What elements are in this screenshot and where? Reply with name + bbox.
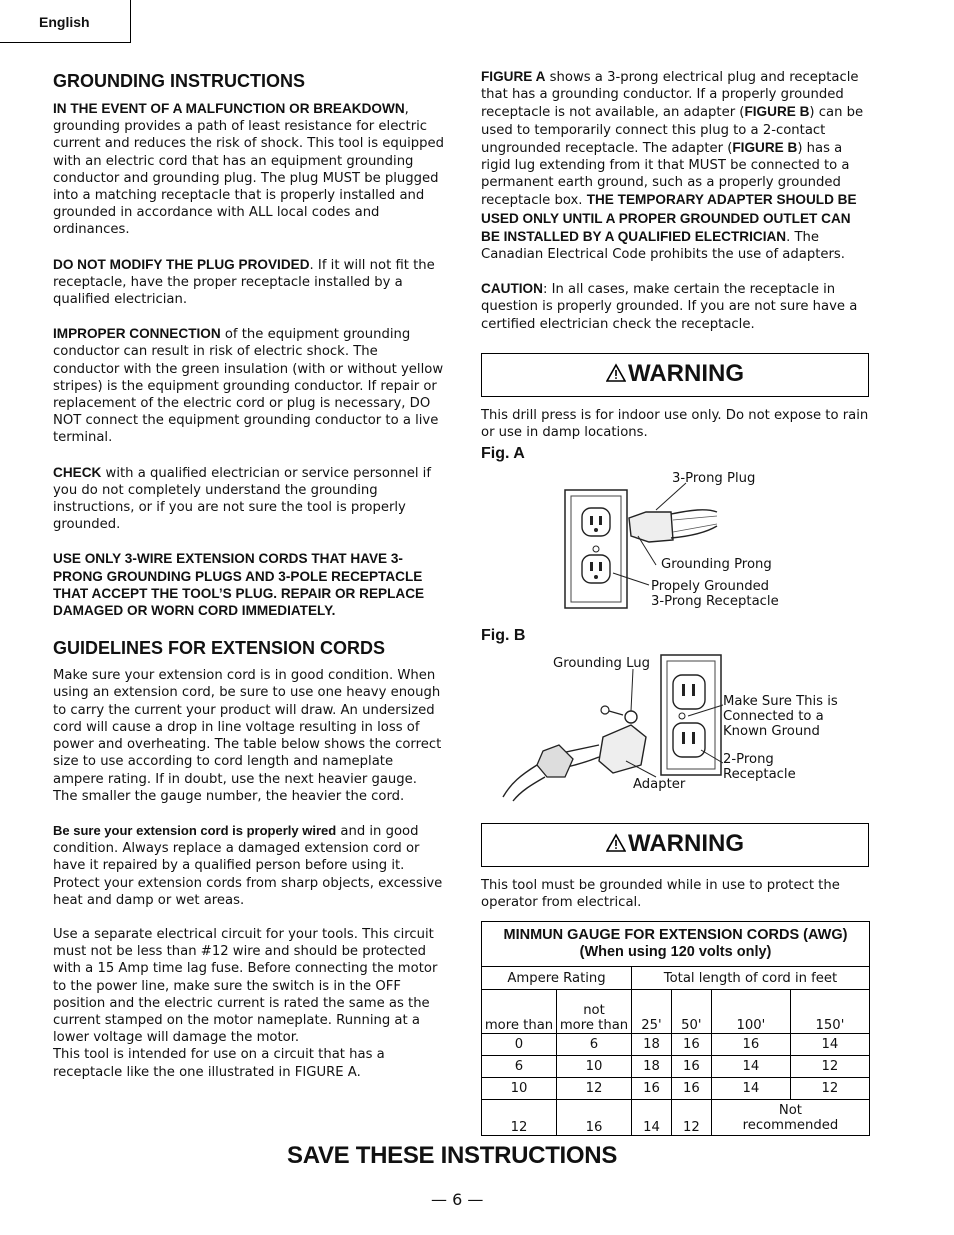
table-cell: 18 xyxy=(632,1034,672,1056)
table-row xyxy=(482,1056,870,1078)
table-cell: 18 xyxy=(632,1056,672,1078)
left-column xyxy=(53,70,445,1098)
figure-a xyxy=(481,440,871,615)
warning-2-section xyxy=(481,823,871,928)
fig-b-receptacle-caption-1: 2-Prong xyxy=(723,752,774,767)
table-cell: 10 xyxy=(557,1056,632,1078)
paragraph-guidelines-2: Be sure your extension cord is properly wired and in good condition. Always replace a damaged extension cord or have it repaired by a qualified person before using it. Protect your extension cords from sharp objects, excessive heat and damp or wet areas. xyxy=(53,822,443,908)
warning-triangle-icon xyxy=(606,826,626,866)
warning-2-text: This tool must be grounded while in use to protect the operator from electrical. xyxy=(481,878,840,911)
language-label: English xyxy=(39,14,90,30)
paragraph-figure-a: FIGURE A shows a 3-prong electrical plug and receptacle that has a grounding conductor. If a properly grounded receptacle is not available, an adapter (FIGURE B) can be used to temporarily connect this plug to a 2-contact ungrounded receptacle. The adapter (FIGURE B) has a rigid lug extending from it that MUST be connected to a permanent earth ground, such as a properly grounded receptacle box. THE TEMPORARY ADAPTER SHOULD BE USED ONLY UNTIL A PROPER GROUNDED OUTLET CAN BE INSTALLED BY A QUALIFIED ELECTRICIAN. The Canadian Electrical Code prohibits the use of adapters. xyxy=(481,69,864,263)
paragraph-improper: IMPROPER CONNECTION of the equipment grounding conductor can result in risk of electric shock. The conductor with the green insulation (with or without yellow stripes) is the equipment grounding conductor. If repair or replacement of the electric cord or plug is necessary, DO NOT connect the equipment grounding conductor to a live terminal. xyxy=(53,326,444,446)
table-cell: 10 xyxy=(482,1078,557,1100)
header-length-25: 25' xyxy=(632,990,672,1034)
warning-box-2: WARNING xyxy=(481,823,869,867)
header-length-150: 150' xyxy=(790,990,869,1034)
header-not-more-than: not more than xyxy=(557,990,632,1034)
paragraph-malfunction: IN THE EVENT OF A MALFUNCTION OR BREAKDOWN, grounding provides a path of least resistance for electric current and reduces the risk of shock. This tool is equipped with an electric cord that has an equipment grounding conductor and grounding plug. The plug MUST be plugged into a matching receptacle that is properly installed and grounded in accordance with ALL local codes and ordinances. xyxy=(53,101,445,238)
fig-a-receptacle-caption-1: Propely Grounded xyxy=(651,579,770,594)
fig-b-make-caption-3: Known Ground xyxy=(723,724,820,739)
table-title: MINMUN GAUGE FOR EXTENSION CORDS (AWG) (When using 120 volts only) xyxy=(482,922,870,967)
table-cell: 16 xyxy=(711,1034,790,1056)
table-cell: 12 xyxy=(557,1078,632,1100)
table-cell: 12 xyxy=(790,1078,869,1100)
paragraph-caution: CAUTION: In all cases, make certain the receptacle in question is properly grounded. If you are not sure have a certified electrician check the receptacle. xyxy=(481,281,858,332)
fig-a-label: Fig. A xyxy=(481,445,525,463)
header-cord-length: Total length of cord in feet xyxy=(632,967,870,990)
header-length-50: 50' xyxy=(671,990,711,1034)
paragraph-guidelines-1: Make sure your extension cord is in good condition. When using an extension cord, be sure to use one heavy enough to carry the current your product will draw. An undersized cord will cause a drop in line voltage resulting in loss of power and overheating. The table below shows the correct size to use according to cord length and nameplate ampere rating. If in doubt, use the next heavier gauge. The smaller the gauge number, the heavier the cord. xyxy=(53,668,442,804)
fig-a-receptacle-caption-2: 3-Prong Receptacle xyxy=(651,594,779,609)
paragraph-check: CHECK with a qualified electrician or service personnel if you do not completely understand the grounding instructions, or if you are not sure the tool is properly grounded. xyxy=(53,464,431,533)
table-cell: 12 xyxy=(790,1056,869,1078)
not-recommended-cell: Not recommended xyxy=(711,1100,869,1136)
page-number: — 6 — xyxy=(431,1190,484,1209)
table-cell: 14 xyxy=(790,1034,869,1056)
table-cell: 12 xyxy=(482,1100,557,1136)
table-cell: 14 xyxy=(632,1100,672,1136)
warning-triangle-icon xyxy=(606,356,626,396)
fig-b-adapter-caption: Adapter xyxy=(633,777,686,792)
fig-b-label: Fig. B xyxy=(481,627,526,644)
table-row xyxy=(482,1034,870,1056)
language-tab xyxy=(0,0,131,43)
table-cell: 16 xyxy=(671,1034,711,1056)
figure-b xyxy=(481,625,871,805)
fig-b-lug-caption: Grounding Lug xyxy=(553,656,650,671)
warning-box-1: WARNING xyxy=(481,353,869,397)
header-ampere-rating: Ampere Rating xyxy=(482,967,632,990)
fig-a-plug-caption: 3-Prong Plug xyxy=(672,471,756,486)
table-cell: 12 xyxy=(671,1100,711,1136)
table-row xyxy=(482,1100,870,1136)
table-cell: 6 xyxy=(482,1056,557,1078)
table-cell: 16 xyxy=(557,1100,632,1136)
guidelines-heading: GUIDELINES FOR EXTENSION CORDS xyxy=(53,638,386,659)
fig-b-make-caption-2: Connected to a xyxy=(723,709,824,724)
paragraph-modify: DO NOT MODIFY THE PLUG PROVIDED. If it will not fit the receptacle, have the proper receptacle installed by a qualified electrician. xyxy=(53,256,435,308)
table-cell: 14 xyxy=(711,1056,790,1078)
paragraph-guidelines-4: This tool is intended for use on a circuit that has a receptacle like the one illustrated in FIGURE A. xyxy=(53,1047,385,1080)
table-cell: 6 xyxy=(557,1034,632,1056)
fig-b-make-caption-1: Make Sure This is xyxy=(723,694,838,709)
header-more-than: more than xyxy=(482,990,557,1034)
table-cell: 16 xyxy=(632,1078,672,1100)
extension-cord-table xyxy=(481,921,870,1136)
table-cell: 16 xyxy=(671,1078,711,1100)
right-column xyxy=(481,68,871,462)
table-cell: 16 xyxy=(671,1056,711,1078)
paragraph-use-only: USE ONLY 3-WIRE EXTENSION CORDS THAT HAVE 3-PRONG GROUNDING PLUGS AND 3-POLE RECEPTACLE THAT ACCEPT THE TOOL’S PLUG. REPAIR OR REPLACE DAMAGED OR WORN CORD IMMEDIATELY. xyxy=(53,551,425,619)
header-length-100: 100' xyxy=(711,990,790,1034)
fig-b-receptacle-caption-2: Receptacle xyxy=(723,767,796,782)
table-cell: 0 xyxy=(482,1034,557,1056)
warning-1-text: This drill press is for indoor use only. Do not expose to rain or use in damp locations. xyxy=(481,407,869,441)
paragraph-guidelines-3: Use a separate electrical circuit for your tools. This circuit must not be less than #12 wire and should be protected with a 15 Amp time lag fuse. Before connecting the motor to the power line, make sure the switch is in the OFF position and the electric current is rated the same as the current stamped on the motor nameplate. Running at a lower voltage will damage the motor. xyxy=(53,926,438,1046)
fig-a-prong-caption: Grounding Prong xyxy=(661,557,772,572)
table-row xyxy=(482,1078,870,1100)
table-cell: 14 xyxy=(711,1078,790,1100)
grounding-heading: GROUNDING INSTRUCTIONS xyxy=(53,71,305,91)
save-instructions-title: SAVE THESE INSTRUCTIONS xyxy=(287,1142,618,1169)
